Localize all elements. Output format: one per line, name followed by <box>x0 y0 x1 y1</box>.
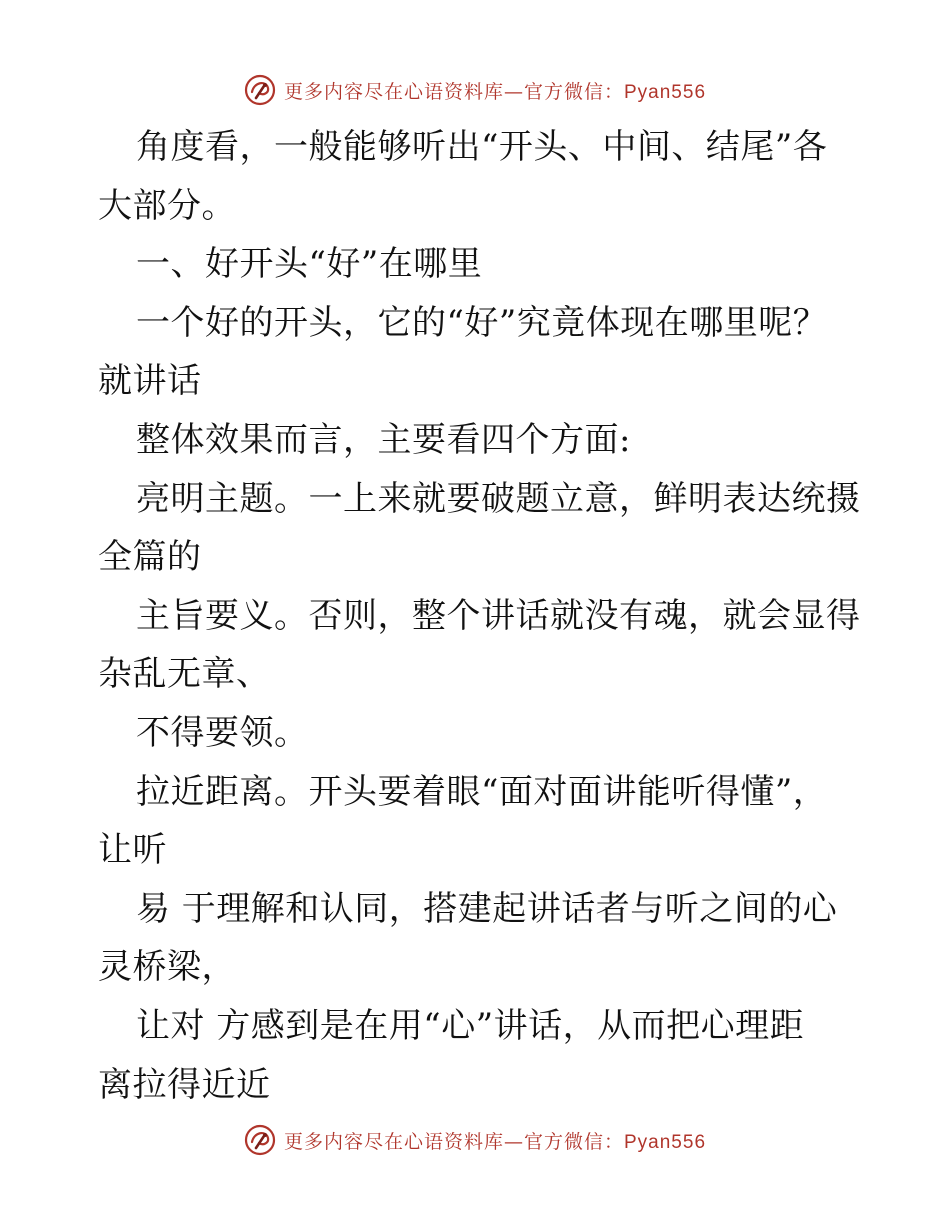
body-line: 全篇的 <box>98 537 202 578</box>
body-line: 拉近距离。开头要着眼“面对面讲能听得懂”， <box>136 771 828 812</box>
swirl-logo-icon <box>244 1124 276 1156</box>
body-line: 杂乱无章、 <box>98 654 271 695</box>
body-line: 让对 方感到是在用“心”讲话，从而把心理距 <box>136 1005 805 1046</box>
body-line: 让听 <box>98 830 167 871</box>
body-line: 易 于理解和认同，搭建起讲话者与听之间的心 <box>136 888 838 929</box>
footer-brand-text: 更多内容尽在心语资料库—官方微信： <box>283 1130 624 1153</box>
body-line: 离拉得近近 <box>98 1064 271 1105</box>
body-line: 就讲话 <box>98 361 202 402</box>
header-banner <box>0 70 950 110</box>
footer-banner <box>0 1120 950 1160</box>
body-line: 整体效果而言，主要看四个方面: <box>136 419 631 460</box>
footer-wechat-id: Pyan556 <box>624 1131 707 1153</box>
body-line: 大部分。 <box>98 185 236 226</box>
body-line: 不得要领。 <box>136 712 309 753</box>
body-line: 角度看，一般能够听出“开头、中间、结尾”各 <box>136 127 828 167</box>
body-line: 主旨要义。否则，整个讲话就没有魂，就会显得 <box>136 595 861 636</box>
swirl-logo-icon <box>244 74 276 106</box>
document-body <box>98 118 868 1114</box>
section-heading: 一、好开头“好”在哪里 <box>136 244 483 285</box>
footer-banner-text <box>284 1127 706 1154</box>
header-wechat-id: Pyan556 <box>624 81 707 103</box>
header-brand-text: 更多内容尽在心语资料库—官方微信： <box>283 80 624 103</box>
body-line: 亮明主题。一上来就要破题立意，鲜明表达统摄 <box>136 478 861 519</box>
header-banner-text <box>284 77 706 104</box>
body-line: 灵桥梁， <box>98 947 236 988</box>
body-line: 一个好的开头，它的“好”究竟体现在哪里呢？ <box>136 302 828 343</box>
